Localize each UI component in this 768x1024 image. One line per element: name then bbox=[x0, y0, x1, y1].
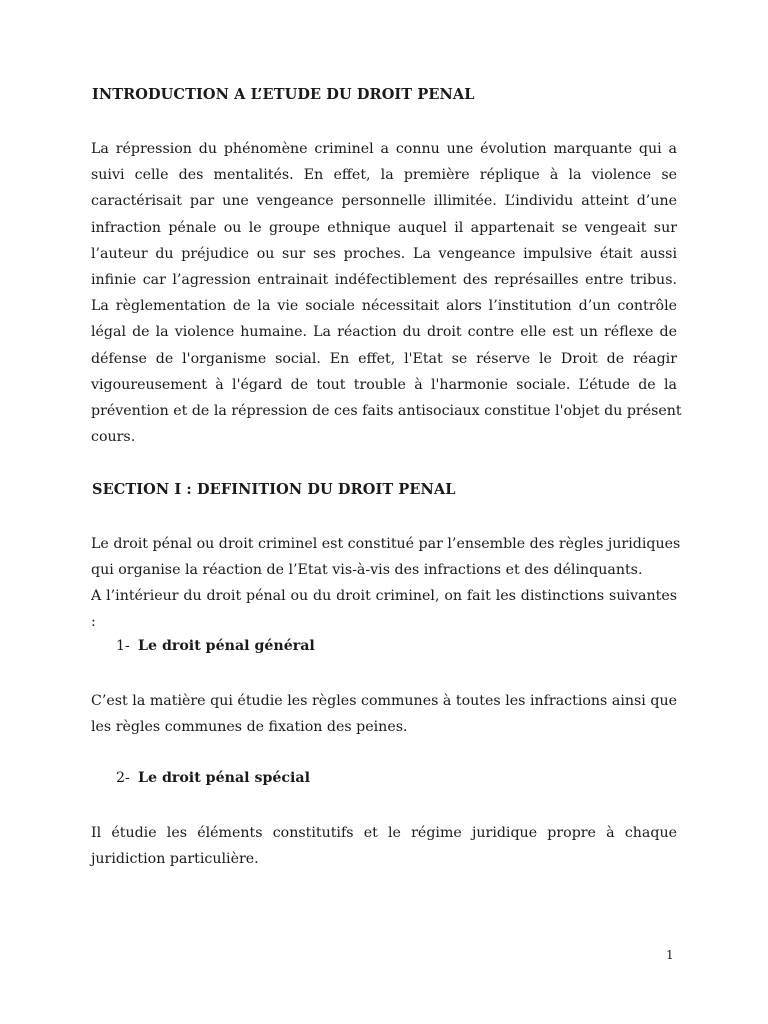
intro-line-10: vigoureusement à l'égard de tout trouble à l'harmonie sociale. L’étude de la bbox=[91, 377, 677, 393]
list-item-2-title bbox=[116, 770, 310, 786]
page-number: 1 bbox=[666, 948, 674, 962]
list-item-1-title bbox=[116, 638, 315, 654]
list-item-2-line-1: Il étudie les éléments constitutifs et le régime juridique propre à chaque bbox=[91, 825, 677, 841]
list-item-1-line-2: les règles communes de fixation des peines. bbox=[91, 719, 408, 735]
section-title: SECTION I : DEFINITION DU DROIT PENAL bbox=[92, 481, 456, 498]
intro-line-3: caractérisait par une vengeance personnelle illimitée. L’individu atteint d’une bbox=[91, 193, 677, 209]
intro-line-5: l’auteur du préjudice ou sur ses proches. La vengeance impulsive était aussi bbox=[91, 246, 677, 262]
list-item-1-line-1: C’est la matière qui étudie les règles communes à toutes les infractions ainsi que bbox=[91, 693, 677, 709]
definition-line-2: qui organise la réaction de l’Etat vis-à-vis des infractions et des délinquants. bbox=[91, 562, 643, 578]
definition-line-4: : bbox=[91, 614, 96, 630]
intro-line-11: prévention et de la répression de ces faits antisociaux constitue l'objet du présent bbox=[91, 403, 682, 419]
intro-line-8: légal de la violence humaine. La réaction du droit contre elle est un réflexe de bbox=[91, 324, 677, 340]
list-item-1-number: 1- bbox=[116, 638, 130, 654]
intro-line-2: suivi celle des mentalités. En effet, la première réplique à la violence se bbox=[91, 167, 677, 183]
intro-line-6: infinie car l’agression entrainait indéfectiblement des représailles entre tribus. bbox=[91, 272, 677, 288]
document-title: INTRODUCTION A L’ETUDE DU DROIT PENAL bbox=[92, 86, 475, 103]
list-item-2-line-2: juridiction particulière. bbox=[91, 851, 259, 867]
list-item-2-number: 2- bbox=[116, 770, 130, 786]
intro-line-9: défense de l'organisme social. En effet, l'Etat se réserve le Droit de réagir bbox=[91, 351, 677, 367]
definition-line-3: A l’intérieur du droit pénal ou du droit criminel, on fait les distinctions suivantes bbox=[91, 588, 677, 604]
list-item-1-label: Le droit pénal général bbox=[138, 638, 315, 654]
intro-line-1: La répression du phénomène criminel a connu une évolution marquante qui a bbox=[91, 141, 677, 157]
intro-line-4: infraction pénale ou le groupe ethnique auquel il appartenait se vengeait sur bbox=[91, 220, 677, 236]
list-item-2-label: Le droit pénal spécial bbox=[138, 770, 311, 786]
intro-line-12: cours. bbox=[91, 429, 136, 445]
intro-line-7: La règlementation de la vie sociale nécessitait alors l’institution d’un contrôle bbox=[91, 298, 677, 314]
definition-line-1: Le droit pénal ou droit criminel est constitué par l’ensemble des règles juridiques bbox=[91, 536, 681, 552]
